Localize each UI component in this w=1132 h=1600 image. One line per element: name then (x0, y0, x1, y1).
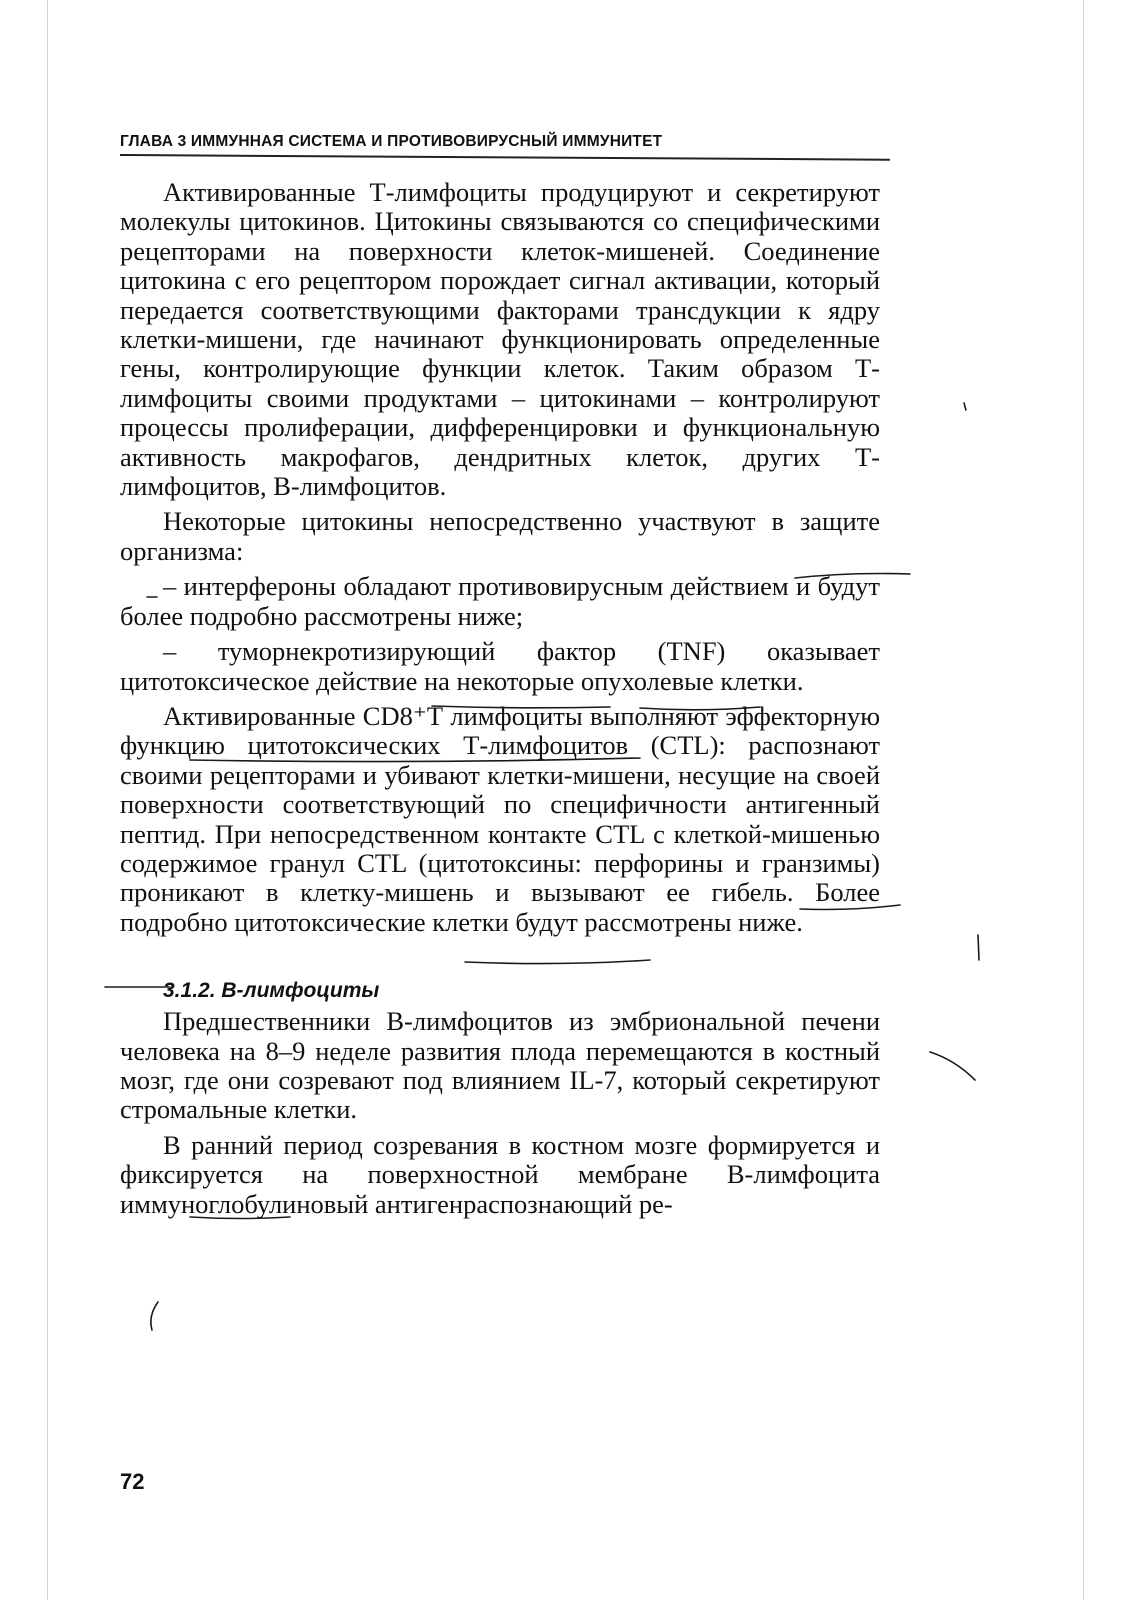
list-item-tnf: – туморнекротизирующий фактор (TNF) оказывает цитотоксическое действие на некоторые опухолевые клетки. (120, 636, 880, 696)
running-head-block (120, 133, 880, 151)
header-rule (120, 154, 890, 161)
page-number: 72 (120, 1469, 145, 1494)
running-head: ГЛАВА 3 ИММУННАЯ СИСТЕМА И ПРОТИВОВИРУСНЫЙ ИММУНИТЕТ (120, 133, 663, 150)
paragraph-b-precursors: Предшественники В-лимфоцитов из эмбриональной печени человека на 8–9 неделе развития плода перемещаются в костный мозг, где они созревают под влиянием IL-7, который секретируют стромальные клетки. (120, 1006, 880, 1125)
paragraph-cytokines-defense: Некоторые цитокины непосредственно участвуют в защите организма: (120, 506, 880, 566)
paragraph-cytokines: Активированные Т-лимфоциты продуцируют и секретируют молекулы цитокинов. Цитокины связываются со специфическими рецепторами на поверхности клеток-мишеней. Соединение цитокина с его рецептором порождает сигнал активации, который передается соответствующими факторами трансдукции к ядру клетки-мишени, где начинают функционировать определенные гены, контролирующие функции клеток. Таким образом Т-лимфоциты своими продуктами – цитокинами – контролируют процессы пролиферации, дифференцировки и функциональную активность макрофагов, дендритных клеток, других Т-лимфоцитов, В-лимфоцитов. (120, 177, 880, 502)
subsection-title: 3.1.2. В-лимфоциты (163, 979, 380, 1003)
list-item-interferons: – интерфероны обладают противовирусным действием и будут более подробно рассмотрены ниже; (120, 571, 880, 631)
paragraph-b-maturation: В ранний период созревания в костном мозге формируется и фиксируется на поверхностной мембране В-лимфоцита иммуноглобулиновый антигенраспознающий ре- (120, 1129, 880, 1219)
paragraph-ctl: Активированные CD8⁺Т лимфоциты выполняют эффекторную функцию цитотоксических Т-лимфоцитов (CTL): распознают своими рецепторами и убивают клетки-мишени, несущие на своей поверхности соответствующий по специфичности антигенный пептид. При непосредственном контакте CTL с клеткой-мишенью содержимое гранул CTL (цитотоксины: перфорины и гранзимы) проникают в клетку-мишень и вызывают ее гибель. Более подробно цитотоксические клетки будут рассмотрены ниже. (120, 700, 880, 937)
page-content (120, 133, 880, 1219)
